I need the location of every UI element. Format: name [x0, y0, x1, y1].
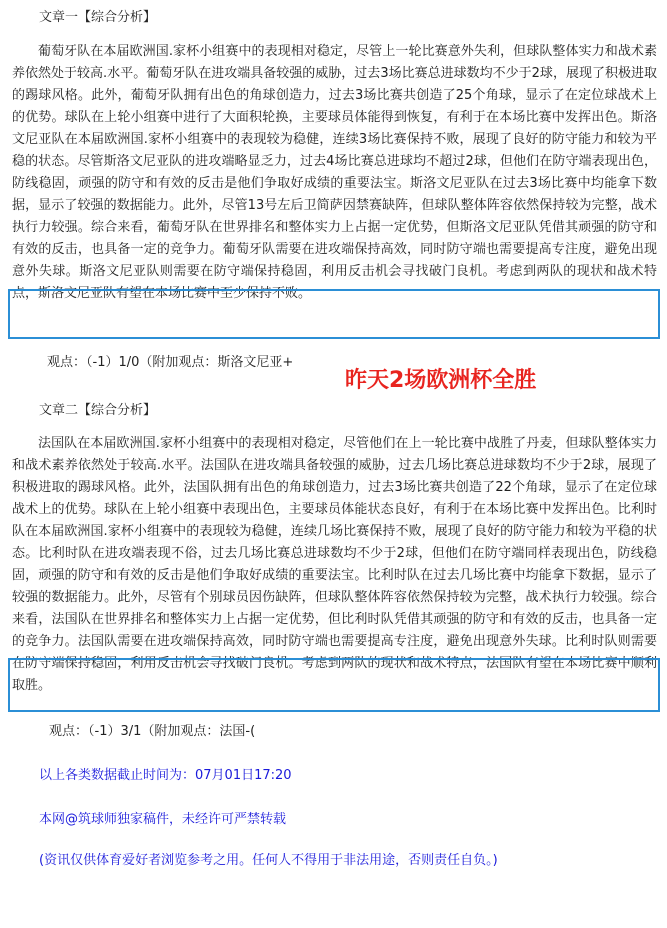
article2-opinion: 观点：（-1）3/1（附加观点：法国-(: [49, 724, 256, 739]
article1-body: 葡萄牙队在本届欧洲国.家杯小组赛中的表现相对稳定，尽管上一轮比赛意外失利，但球队整体实力和战术素养依然处于较高.水平。葡萄牙队在进攻端具备较强的威胁，过去3场比赛总进球数均不少于2球，展现了积极进取的踢球风格。此外，葡萄牙队拥有出色的角球创造力，过去3场比赛共创造了25个角球，显示了在定位球战术上的优势。球队在上轮小组赛中进行了大面积轮换，主要球员体能得到恢复，有利于在本场比赛中发挥出色。斯洛文尼亚队在本届欧洲国.家杯小组赛中的表现较为稳健，连续3场比赛保持不败，展现了良好的防守能力和较为平稳的状态。尽管斯洛文尼亚队的进攻端略显乏力，过去4场比赛总进球均不超过2球，但他们在防守端表现出色，防线稳固，顽强的防守和有效的反击是他们争取好成绩的重要法宝。斯洛文尼亚队在过去3场比赛中均能拿下数据，显示了较强的数据能力。此外，尽管13号左后卫简萨因禁赛缺阵，但球队整体阵容依然保持较为完整，战术执行力较强。综合来看，葡萄牙队在世界排名和整体实力上占据一定优势，但斯洛文尼亚队凭借其顽强的防守和有效的反击，也具备一定的竞争力。葡萄牙队需要在进攻端保持高效，同时防守端也需要提高专注度，避免出现意外失球。斯洛文尼亚队则需要在防守端保持稳固，利用反击机会寻找破门良机。考虑到两队的现状和战术特点，斯洛文尼亚队有望在本场比赛中至少保持不败。: [12, 44, 657, 301]
win-banner: 昨天2场欧洲杯全胜: [345, 368, 537, 393]
article1-heading: 文章一【综合分析】: [39, 10, 157, 25]
disclaimer-note: (资讯仅供体育爱好者浏览参考之用。任何人不得用于非法用途，否则责任自负。): [39, 853, 498, 868]
article2-heading: 文章二【综合分析】: [39, 403, 157, 418]
article1-opinion: 观点：（-1）1/0（附加观点：斯洛文尼亚+: [47, 355, 294, 370]
article2-body: 法国队在本届欧洲国.家杯小组赛中的表现相对稳定，尽管他们在上一轮比赛中战胜了丹麦，但球队整体实力和战术素养依然处于较高.水平。法国队在进攻端具备较强的威胁，过去几场比赛总进球数均不少于2球，展现了积极进取的踢球风格。此外，法国队拥有出色的角球创造力，过去3场比赛共创造了22个角球，显示了在定位球战术上的优势。球队在上轮小组赛中表现出色，主要球员体能状态良好，有利于在本场比赛中发挥出色。比利时队在本届欧洲国.家杯小组赛中的表现较为稳健，连续几场比赛保持不败，展现了良好的防守能力和较为平稳的状态。比利时队在进攻端表现不俗，过去几场比赛总进球数均不少于2球，但他们在防守端同样表现出色，防线稳固，顽强的防守和有效的反击是他们争取好成绩的重要法宝。比利时队在过去几场比赛中均能拿下数据，显示了较强的数据能力。此外，尽管有个别球员因伤缺阵，但球队整体阵容依然保持较为完整，战术执行力较强。综合来看，法国队在世界排名和整体实力上占据一定优势，但比利时队凭借其顽强的防守和有效的反击，也具备一定的竞争力。法国队需要在进攻端保持高效，同时防守端也需要提高专注度，避免出现意外失球。比利时队则需要在防守端保持稳固，利用反击机会寻找破门良机。考虑到两队的现状和战术特点，法国队有望在本场比赛中顺利取胜。: [12, 436, 657, 693]
data-time-note: 以上各类数据截止时间为：07月01日17:20: [39, 768, 292, 783]
copyright-note: 本网@筑球师独家稿件，未经许可严禁转载: [39, 812, 287, 827]
